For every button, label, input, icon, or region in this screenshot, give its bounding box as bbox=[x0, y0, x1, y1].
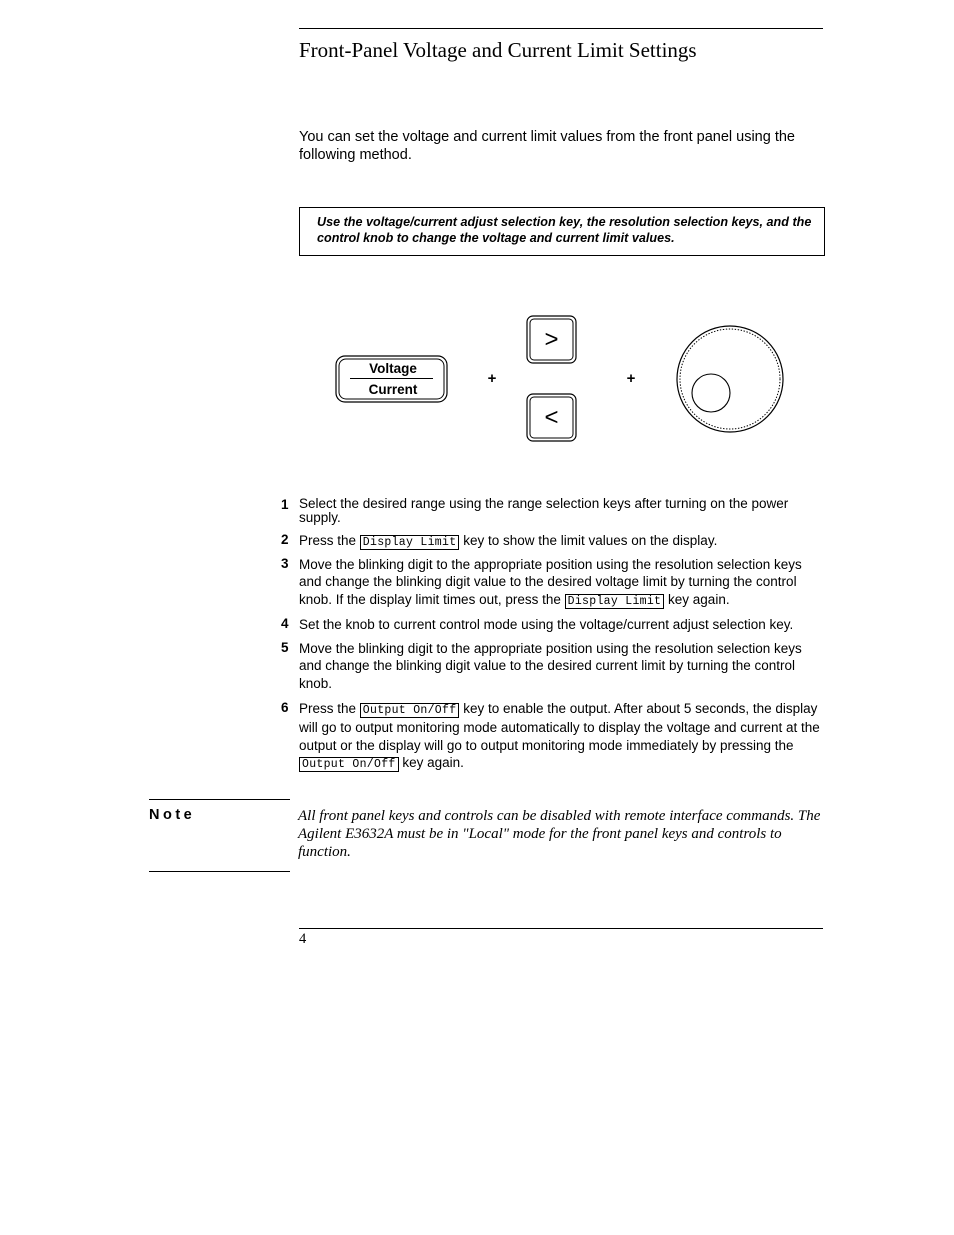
step-1-text bbox=[299, 497, 827, 525]
display-limit-key: Display Limit bbox=[360, 535, 460, 550]
step-2-post: key to show the limit values on the display. bbox=[463, 533, 718, 548]
footer-rule bbox=[299, 928, 823, 929]
current-key-label: Current bbox=[368, 382, 418, 397]
note-top-rule bbox=[149, 799, 290, 800]
step-number: 2 bbox=[281, 532, 289, 547]
step-5-text bbox=[299, 640, 827, 692]
step-4-body: Set the knob to current control mode using the voltage/current adjust selection key. bbox=[299, 617, 794, 632]
step-4-text bbox=[299, 616, 827, 633]
output-on-off-key: Output On/Off bbox=[299, 757, 399, 772]
step-6-text bbox=[299, 700, 827, 773]
step-6-pre: Press the bbox=[299, 701, 357, 716]
header-rule bbox=[299, 28, 823, 29]
step-number: 6 bbox=[281, 700, 289, 715]
output-on-off-key: Output On/Off bbox=[360, 703, 460, 718]
plus-sign-2: + bbox=[626, 370, 636, 387]
step-2-text bbox=[299, 532, 827, 551]
voltage-key-label: Voltage bbox=[369, 361, 417, 376]
right-arrow-icon: > bbox=[544, 326, 559, 353]
voltage-current-key bbox=[336, 356, 447, 402]
page-title: Front-Panel Voltage and Current Limit Settings bbox=[299, 38, 697, 62]
note-bottom-rule bbox=[149, 871, 290, 872]
step-3-pre: Move the blinking digit to the appropriate position using the resolution selection keys and change the blinking digit value to the desired voltage limit by turning the control knob. If the display limit times out, press the bbox=[299, 557, 802, 607]
display-limit-key: Display Limit bbox=[565, 594, 665, 609]
plus-sign-1: + bbox=[487, 370, 497, 387]
front-panel-figure bbox=[320, 305, 800, 450]
step-1-body: Select the desired range using the range selection keys after turning on the power supply. bbox=[299, 496, 789, 525]
step-2-pre: Press the bbox=[299, 533, 357, 548]
step-5-body: Move the blinking digit to the appropriate position using the resolution selection keys and change the blinking digit value to the desired current limit by turning the control knob. bbox=[299, 641, 802, 691]
step-number: 3 bbox=[281, 556, 289, 571]
intro-paragraph: You can set the voltage and current limit values from the front panel using the following method. bbox=[299, 129, 795, 163]
step-6-mid: key to enable the output. After about 5 seconds, the display will go to output monitoring mode automatically to display the voltage and current at the output or the display will go to output monitoring mode immediately by pressing the bbox=[299, 701, 820, 753]
step-3-post: key again. bbox=[668, 591, 730, 607]
step-6-post: key again. bbox=[402, 754, 464, 770]
note-text: All front panel keys and controls can be disabled with remote interface commands. The Agilent E3632A must be in "Local" mode for the front panel keys and controls to function. bbox=[298, 808, 821, 860]
left-arrow-icon: < bbox=[544, 404, 559, 431]
step-number: 4 bbox=[281, 616, 289, 631]
control-knob-icon bbox=[677, 326, 783, 432]
step-3-text bbox=[299, 556, 827, 610]
step-number: 5 bbox=[281, 640, 289, 655]
resolution-right-key bbox=[527, 316, 576, 363]
note-label: Note bbox=[149, 807, 196, 823]
instruction-callout: Use the voltage/current adjust selection key, the resolution selection keys, and the control knob to change the voltage and current limit values. bbox=[299, 207, 825, 256]
resolution-left-key bbox=[527, 394, 576, 441]
step-number: 1 bbox=[281, 497, 289, 512]
page-number: 4 bbox=[299, 931, 307, 947]
